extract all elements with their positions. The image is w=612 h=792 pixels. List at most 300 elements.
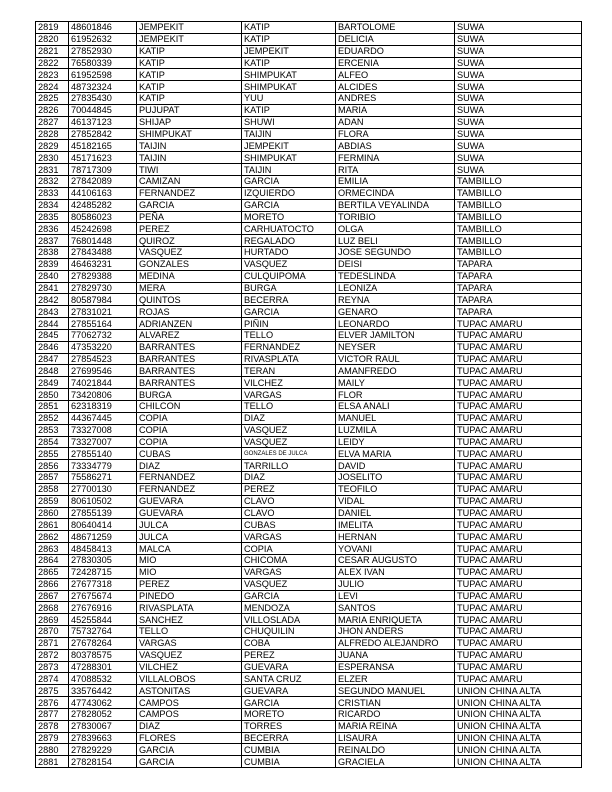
dni-cell: 27677318	[69, 578, 137, 590]
locality-cell: TUPAC AMARU	[455, 329, 582, 341]
row-number-cell: 2842	[36, 294, 69, 306]
maternal-surname-cell: CUMBIA	[242, 756, 336, 768]
maternal-surname-cell: GARCIA	[242, 199, 336, 211]
locality-cell: TUPAC AMARU	[455, 543, 582, 555]
table-row	[36, 472, 582, 484]
dni-cell: 73327007	[69, 436, 137, 448]
row-number-cell: 2858	[36, 483, 69, 495]
maternal-surname-cell: CLAVO	[242, 495, 336, 507]
row-number-cell: 2863	[36, 543, 69, 555]
maternal-surname-cell: KATIP	[242, 104, 336, 116]
row-number-cell: 2840	[36, 270, 69, 282]
table-row	[36, 507, 582, 519]
paternal-surname-cell: PUJUPAT	[137, 104, 242, 116]
dni-cell: 45242698	[69, 223, 137, 235]
table-row	[36, 365, 582, 377]
maternal-surname-cell: PEREZ	[242, 649, 336, 661]
row-number-cell: 2881	[36, 756, 69, 768]
locality-cell: TUPAC AMARU	[455, 412, 582, 424]
dni-cell: 47743062	[69, 697, 137, 709]
given-names-cell: ESPERANSA	[336, 661, 455, 673]
table-row	[36, 128, 582, 140]
dni-cell: 27831021	[69, 306, 137, 318]
given-names-cell: ALFEO	[336, 69, 455, 81]
maternal-surname-cell: DIAZ	[242, 472, 336, 484]
table-row	[36, 483, 582, 495]
locality-cell: TUPAC AMARU	[455, 531, 582, 543]
given-names-cell: LEONIZA	[336, 282, 455, 294]
given-names-cell: MANUEL	[336, 412, 455, 424]
table-row	[36, 661, 582, 673]
locality-cell: TUPAC AMARU	[455, 483, 582, 495]
row-number-cell: 2873	[36, 661, 69, 673]
dni-cell: 42485282	[69, 199, 137, 211]
maternal-surname-cell: KATIP	[242, 22, 336, 34]
given-names-cell: DANIEL	[336, 507, 455, 519]
dni-cell: 27855140	[69, 448, 137, 460]
row-number-cell: 2821	[36, 45, 69, 57]
row-number-cell: 2829	[36, 140, 69, 152]
row-number-cell: 2862	[36, 531, 69, 543]
maternal-surname-cell: BURGA	[242, 282, 336, 294]
dni-cell: 48458413	[69, 543, 137, 555]
dni-cell: 27839663	[69, 732, 137, 744]
given-names-cell: LISAURA	[336, 732, 455, 744]
locality-cell: TAMBILLO	[455, 187, 582, 199]
dni-cell: 80587984	[69, 294, 137, 306]
row-number-cell: 2852	[36, 412, 69, 424]
maternal-surname-cell: BECERRA	[242, 294, 336, 306]
maternal-surname-cell: CLAVO	[242, 507, 336, 519]
given-names-cell: LUZ BELI	[336, 235, 455, 247]
table-row	[36, 685, 582, 697]
table-row	[36, 566, 582, 578]
paternal-surname-cell: ASTONITAS	[137, 685, 242, 697]
locality-cell: TAPARA	[455, 282, 582, 294]
locality-cell: TAPARA	[455, 306, 582, 318]
locality-cell: UNION CHINA ALTA	[455, 708, 582, 720]
locality-cell: TUPAC AMARU	[455, 661, 582, 673]
locality-cell: TAPARA	[455, 270, 582, 282]
maternal-surname-cell: KATIP	[242, 57, 336, 69]
locality-cell: UNION CHINA ALTA	[455, 720, 582, 732]
paternal-surname-cell: CHILCON	[137, 401, 242, 413]
paternal-surname-cell: VILCHEZ	[137, 661, 242, 673]
maternal-surname-cell: JEMPEKIT	[242, 140, 336, 152]
given-names-cell: ADAN	[336, 116, 455, 128]
table-row	[36, 45, 582, 57]
locality-cell: TUPAC AMARU	[455, 318, 582, 330]
paternal-surname-cell: VASQUEZ	[137, 247, 242, 259]
dni-cell: 47088532	[69, 673, 137, 685]
table-row	[36, 649, 582, 661]
paternal-surname-cell: JULCA	[137, 519, 242, 531]
given-names-cell: ELZER	[336, 673, 455, 685]
given-names-cell: BERTILA VEYALINDA	[336, 199, 455, 211]
paternal-surname-cell: MIO	[137, 554, 242, 566]
row-number-cell: 2844	[36, 318, 69, 330]
table-row	[36, 211, 582, 223]
locality-cell: SUWA	[455, 93, 582, 105]
row-number-cell: 2872	[36, 649, 69, 661]
dni-cell: 61952598	[69, 69, 137, 81]
maternal-surname-cell: VASQUEZ	[242, 424, 336, 436]
table-row	[36, 626, 582, 638]
locality-cell: SUWA	[455, 140, 582, 152]
given-names-cell: GENARO	[336, 306, 455, 318]
paternal-surname-cell: FERNANDEZ	[137, 187, 242, 199]
paternal-surname-cell: CAMIZAN	[137, 175, 242, 187]
dni-cell: 27700130	[69, 483, 137, 495]
row-number-cell: 2831	[36, 164, 69, 176]
given-names-cell: GRACIELA	[336, 756, 455, 768]
given-names-cell: FERMINA	[336, 152, 455, 164]
locality-cell: TAMBILLO	[455, 199, 582, 211]
maternal-surname-cell: MORETO	[242, 708, 336, 720]
row-number-cell: 2879	[36, 732, 69, 744]
paternal-surname-cell: KATIP	[137, 57, 242, 69]
maternal-surname-cell: KATIP	[242, 33, 336, 45]
maternal-surname-cell: YUU	[242, 93, 336, 105]
paternal-surname-cell: GUEVARA	[137, 495, 242, 507]
table-row	[36, 460, 582, 472]
given-names-cell: VIDAL	[336, 495, 455, 507]
locality-cell: UNION CHINA ALTA	[455, 685, 582, 697]
given-names-cell: AMANFREDO	[336, 365, 455, 377]
maternal-surname-cell: VILLOSLADA	[242, 614, 336, 626]
table-row	[36, 554, 582, 566]
row-number-cell: 2833	[36, 187, 69, 199]
maternal-surname-cell: GARCIA	[242, 175, 336, 187]
maternal-surname-cell: TELLO	[242, 329, 336, 341]
row-number-cell: 2830	[36, 152, 69, 164]
given-names-cell: IMELITA	[336, 519, 455, 531]
given-names-cell: OLGA	[336, 223, 455, 235]
given-names-cell: EMILIA	[336, 175, 455, 187]
maternal-surname-cell: CHICOMA	[242, 554, 336, 566]
locality-cell: TUPAC AMARU	[455, 389, 582, 401]
locality-cell: TUPAC AMARU	[455, 460, 582, 472]
paternal-surname-cell: SHIJAP	[137, 116, 242, 128]
table-row	[36, 22, 582, 34]
paternal-surname-cell: COPIA	[137, 424, 242, 436]
dni-cell: 27843488	[69, 247, 137, 259]
maternal-surname-cell: VASQUEZ	[242, 578, 336, 590]
locality-cell: TUPAC AMARU	[455, 602, 582, 614]
maternal-surname-cell: PEREZ	[242, 483, 336, 495]
dni-cell: 62318319	[69, 401, 137, 413]
table-row	[36, 673, 582, 685]
table-row	[36, 235, 582, 247]
dni-cell: 44106163	[69, 187, 137, 199]
table-row	[36, 424, 582, 436]
maternal-surname-cell: GARCIA	[242, 306, 336, 318]
locality-cell: TUPAC AMARU	[455, 519, 582, 531]
given-names-cell: HERNAN	[336, 531, 455, 543]
locality-cell: TUPAC AMARU	[455, 637, 582, 649]
paternal-surname-cell: RIVASPLATA	[137, 602, 242, 614]
table-row	[36, 57, 582, 69]
given-names-cell: ELSA ANALI	[336, 401, 455, 413]
dni-cell: 77062732	[69, 329, 137, 341]
row-number-cell: 2849	[36, 377, 69, 389]
paternal-surname-cell: MERA	[137, 282, 242, 294]
maternal-surname-cell: DIAZ	[242, 412, 336, 424]
paternal-surname-cell: PEREZ	[137, 223, 242, 235]
given-names-cell: MARIA ENRIQUETA	[336, 614, 455, 626]
paternal-surname-cell: TAIJIN	[137, 140, 242, 152]
paternal-surname-cell: FLORES	[137, 732, 242, 744]
dni-cell: 72428715	[69, 566, 137, 578]
maternal-surname-cell: VARGAS	[242, 531, 336, 543]
maternal-surname-cell: GARCIA	[242, 697, 336, 709]
given-names-cell: REINALDO	[336, 744, 455, 756]
dni-cell: 27829730	[69, 282, 137, 294]
maternal-surname-cell: BECERRA	[242, 732, 336, 744]
table-row	[36, 93, 582, 105]
locality-cell: SUWA	[455, 33, 582, 45]
table-row	[36, 282, 582, 294]
dni-cell: 33576442	[69, 685, 137, 697]
maternal-surname-cell: GUEVARA	[242, 661, 336, 673]
row-number-cell: 2851	[36, 401, 69, 413]
paternal-surname-cell: COPIA	[137, 412, 242, 424]
given-names-cell: SEGUNDO MANUEL	[336, 685, 455, 697]
dni-cell: 45255844	[69, 614, 137, 626]
dni-cell: 27835430	[69, 93, 137, 105]
dni-cell: 27855164	[69, 318, 137, 330]
table-row	[36, 578, 582, 590]
row-number-cell: 2877	[36, 708, 69, 720]
locality-cell: SUWA	[455, 116, 582, 128]
maternal-surname-cell: TORRES	[242, 720, 336, 732]
dni-cell: 47288301	[69, 661, 137, 673]
row-number-cell: 2860	[36, 507, 69, 519]
table-row	[36, 436, 582, 448]
paternal-surname-cell: BARRANTES	[137, 341, 242, 353]
locality-cell: TUPAC AMARU	[455, 341, 582, 353]
row-number-cell: 2834	[36, 199, 69, 211]
table-row	[36, 247, 582, 259]
locality-cell: UNION CHINA ALTA	[455, 756, 582, 768]
paternal-surname-cell: QUINTOS	[137, 294, 242, 306]
paternal-surname-cell: BARRANTES	[137, 365, 242, 377]
maternal-surname-cell: SANTA CRUZ	[242, 673, 336, 685]
given-names-cell: ALFREDO ALEJANDRO	[336, 637, 455, 649]
given-names-cell: ALCIDES	[336, 81, 455, 93]
row-number-cell: 2868	[36, 602, 69, 614]
table-row	[36, 744, 582, 756]
maternal-surname-cell: COBA	[242, 637, 336, 649]
table-row	[36, 389, 582, 401]
paternal-surname-cell: VARGAS	[137, 637, 242, 649]
maternal-surname-cell: MENDOZA	[242, 602, 336, 614]
paternal-surname-cell: GARCIA	[137, 744, 242, 756]
maternal-surname-cell: JEMPEKIT	[242, 45, 336, 57]
given-names-cell: REYNA	[336, 294, 455, 306]
paternal-surname-cell: CAMPOS	[137, 708, 242, 720]
maternal-surname-cell: SHIMPUKAT	[242, 152, 336, 164]
locality-cell: TUPAC AMARU	[455, 472, 582, 484]
row-number-cell: 2837	[36, 235, 69, 247]
paternal-surname-cell: TAIJIN	[137, 152, 242, 164]
given-names-cell: LEONARDO	[336, 318, 455, 330]
locality-cell: SUWA	[455, 164, 582, 176]
dni-cell: 73334779	[69, 460, 137, 472]
table-row	[36, 519, 582, 531]
paternal-surname-cell: KATIP	[137, 69, 242, 81]
maternal-surname-cell: TARRILLO	[242, 460, 336, 472]
given-names-cell: DAVID	[336, 460, 455, 472]
row-number-cell: 2865	[36, 566, 69, 578]
dni-cell: 80640414	[69, 519, 137, 531]
row-number-cell: 2859	[36, 495, 69, 507]
maternal-surname-cell: TERAN	[242, 365, 336, 377]
dni-cell: 80610502	[69, 495, 137, 507]
dni-cell: 70044845	[69, 104, 137, 116]
given-names-cell: ALEX IVAN	[336, 566, 455, 578]
locality-cell: SUWA	[455, 69, 582, 81]
paternal-surname-cell: KATIP	[137, 81, 242, 93]
given-names-cell: JULIO	[336, 578, 455, 590]
row-number-cell: 2845	[36, 329, 69, 341]
dni-cell: 27830305	[69, 554, 137, 566]
locality-cell: TAPARA	[455, 294, 582, 306]
dni-cell: 27828154	[69, 756, 137, 768]
table-row	[36, 33, 582, 45]
table-row	[36, 258, 582, 270]
row-number-cell: 2832	[36, 175, 69, 187]
maternal-surname-cell: RIVASPLATA	[242, 353, 336, 365]
table-row	[36, 199, 582, 211]
row-number-cell: 2867	[36, 590, 69, 602]
locality-cell: SUWA	[455, 22, 582, 34]
given-names-cell: LEVI	[336, 590, 455, 602]
paternal-surname-cell: FERNANDEZ	[137, 483, 242, 495]
maternal-surname-cell: VILCHEZ	[242, 377, 336, 389]
table-row	[36, 732, 582, 744]
row-number-cell: 2861	[36, 519, 69, 531]
table-row	[36, 708, 582, 720]
given-names-cell: ORMECINDA	[336, 187, 455, 199]
locality-cell: SUWA	[455, 81, 582, 93]
maternal-surname-cell: SHIMPUKAT	[242, 81, 336, 93]
table-row	[36, 590, 582, 602]
dni-cell: 27829388	[69, 270, 137, 282]
table-row	[36, 223, 582, 235]
row-number-cell: 2864	[36, 554, 69, 566]
locality-cell: TUPAC AMARU	[455, 495, 582, 507]
given-names-cell: SANTOS	[336, 602, 455, 614]
maternal-surname-cell: SHUWI	[242, 116, 336, 128]
table-row	[36, 306, 582, 318]
maternal-surname-cell: FERNANDEZ	[242, 341, 336, 353]
dni-cell: 27678264	[69, 637, 137, 649]
maternal-surname-cell: GONZALES DE JULCA	[242, 448, 336, 460]
maternal-surname-cell: REGALADO	[242, 235, 336, 247]
locality-cell: TUPAC AMARU	[455, 626, 582, 638]
paternal-surname-cell: BARRANTES	[137, 377, 242, 389]
registry-table-body	[36, 22, 582, 768]
locality-cell: TUPAC AMARU	[455, 507, 582, 519]
row-number-cell: 2819	[36, 22, 69, 34]
maternal-surname-cell: VARGAS	[242, 389, 336, 401]
given-names-cell: ANDRES	[336, 93, 455, 105]
given-names-cell: ELVA MARIA	[336, 448, 455, 460]
given-names-cell: DELICIA	[336, 33, 455, 45]
table-row	[36, 175, 582, 187]
dni-cell: 27855139	[69, 507, 137, 519]
locality-cell: TUPAC AMARU	[455, 566, 582, 578]
table-row	[36, 270, 582, 282]
given-names-cell: ERCENIA	[336, 57, 455, 69]
row-number-cell: 2825	[36, 93, 69, 105]
given-names-cell: JUANA	[336, 649, 455, 661]
paternal-surname-cell: COPIA	[137, 436, 242, 448]
row-number-cell: 2866	[36, 578, 69, 590]
locality-cell: SUWA	[455, 128, 582, 140]
table-row	[36, 756, 582, 768]
table-row	[36, 104, 582, 116]
paternal-surname-cell: ALVAREZ	[137, 329, 242, 341]
paternal-surname-cell: SANCHEZ	[137, 614, 242, 626]
given-names-cell: DEISI	[336, 258, 455, 270]
dni-cell: 76801448	[69, 235, 137, 247]
given-names-cell: CRISTIAN	[336, 697, 455, 709]
dni-cell: 78717309	[69, 164, 137, 176]
dni-cell: 74021844	[69, 377, 137, 389]
row-number-cell: 2869	[36, 614, 69, 626]
table-row	[36, 187, 582, 199]
locality-cell: UNION CHINA ALTA	[455, 744, 582, 756]
maternal-surname-cell: TAIJIN	[242, 128, 336, 140]
row-number-cell: 2874	[36, 673, 69, 685]
row-number-cell: 2875	[36, 685, 69, 697]
dni-cell: 80378575	[69, 649, 137, 661]
locality-cell: TAPARA	[455, 258, 582, 270]
given-names-cell: MARIA	[336, 104, 455, 116]
maternal-surname-cell: SHIMPUKAT	[242, 69, 336, 81]
dni-cell: 27676916	[69, 602, 137, 614]
dni-cell: 27829229	[69, 744, 137, 756]
paternal-surname-cell: JEMPEKIT	[137, 22, 242, 34]
locality-cell: TUPAC AMARU	[455, 448, 582, 460]
locality-cell: TAMBILLO	[455, 223, 582, 235]
dni-cell: 75586271	[69, 472, 137, 484]
table-row	[36, 341, 582, 353]
row-number-cell: 2839	[36, 258, 69, 270]
locality-cell: TUPAC AMARU	[455, 436, 582, 448]
dni-cell: 45171623	[69, 152, 137, 164]
given-names-cell: LUZMILA	[336, 424, 455, 436]
row-number-cell: 2824	[36, 81, 69, 93]
maternal-surname-cell: CHUQUILIN	[242, 626, 336, 638]
table-row	[36, 637, 582, 649]
paternal-surname-cell: DIAZ	[137, 720, 242, 732]
maternal-surname-cell: CUBAS	[242, 519, 336, 531]
row-number-cell: 2850	[36, 389, 69, 401]
paternal-surname-cell: JULCA	[137, 531, 242, 543]
row-number-cell: 2846	[36, 341, 69, 353]
maternal-surname-cell: MORETO	[242, 211, 336, 223]
maternal-surname-cell: PIÑIN	[242, 318, 336, 330]
paternal-surname-cell: KATIP	[137, 93, 242, 105]
maternal-surname-cell: GARCIA	[242, 590, 336, 602]
table-row	[36, 377, 582, 389]
maternal-surname-cell: HURTADO	[242, 247, 336, 259]
table-row	[36, 81, 582, 93]
maternal-surname-cell: IZQUIERDO	[242, 187, 336, 199]
